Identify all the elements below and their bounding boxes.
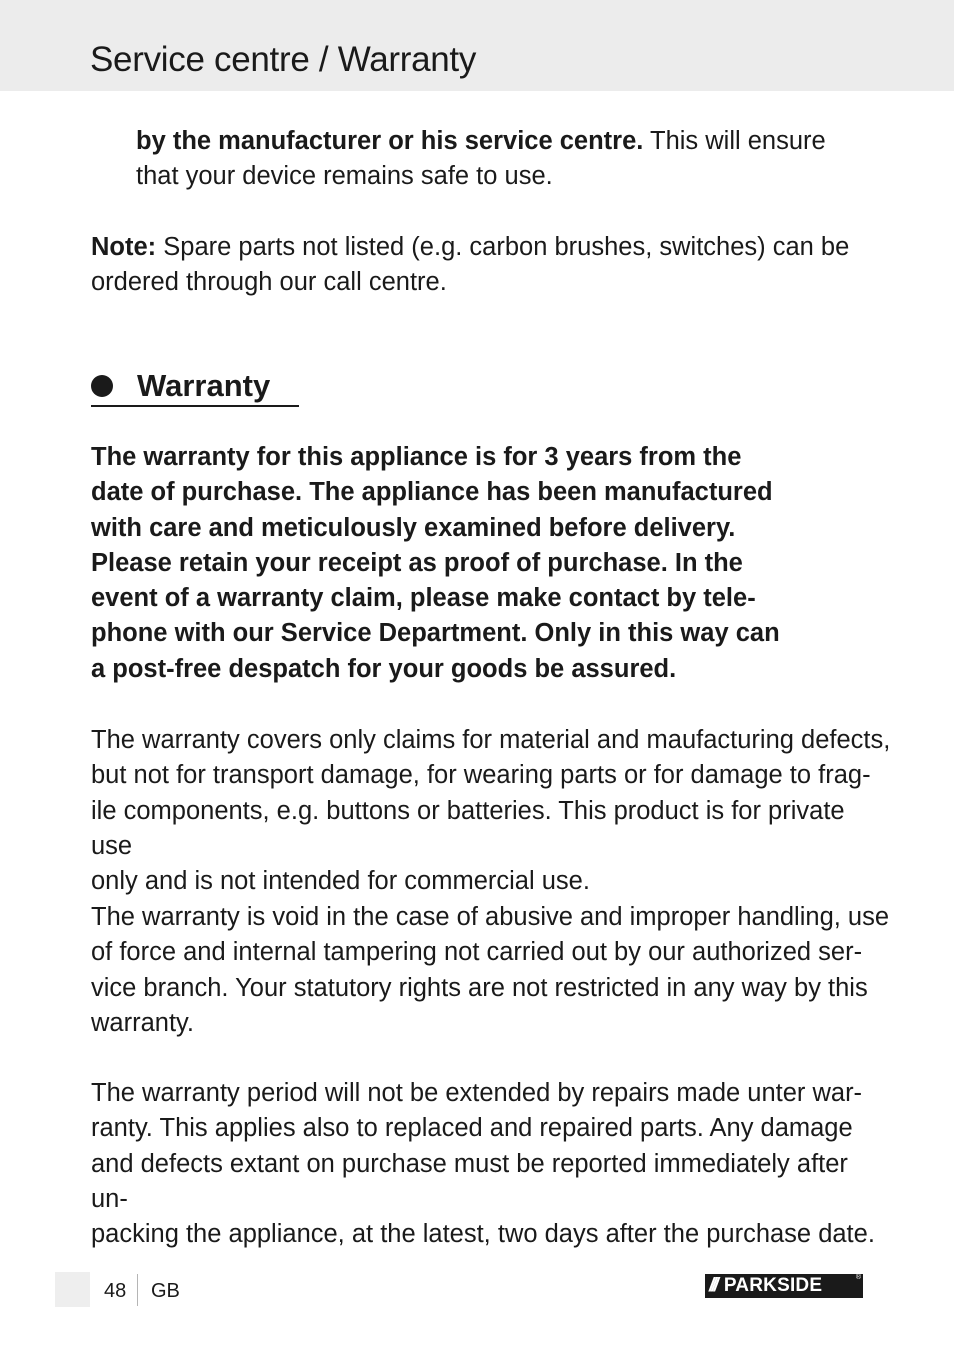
warranty-bold-paragraph: The warranty for this appliance is for 3 years from the date of purchase. The appliance has been manufactured with care and meticulously examined before delivery. Please retain your receipt as proof of purchase. In the event of a warranty claim, please make contact by tele- phone with our Service Department. Only in this way can a post-free despatch for your goods be assured. [91,443,780,683]
warranty-section-heading [91,364,270,408]
intro-paragraph [136,124,896,195]
warranty-coverage-paragraph: The warranty covers only claims for material and maufacturing defects, but not for transport damage, for wearing parts or for damage to frag- ile components, e.g. buttons or batteries. This product is for private use only and is not intended for commercial use. [91,726,891,896]
footer-divider [137,1274,138,1306]
note-paragraph [91,230,891,301]
note-label: Note: [91,233,157,261]
page-title: Service centre / Warranty [90,40,477,79]
warranty-period-paragraph: The warranty period will not be extended by repairs made unter war- ranty. This applies also to replaced and repaired parts. Any damage and defects extant on purchase must be reported immediately after un- packing the appliance, at the latest, two days after the purchase date. [91,1079,875,1249]
warranty-heading-text: Warranty [137,368,271,403]
intro-text: This will ensure that your device remains safe to use. [136,127,826,191]
footer-box [55,1272,90,1307]
intro-bold-text: by the manufacturer or his service centre. [136,127,644,155]
heading-underline [91,405,299,407]
warranty-void-paragraph: The warranty is void in the case of abusive and improper handling, use of force and internal tampering not carried out by our authorized ser- vice branch. Your statutory rights are not restricted in any way by this warranty. [91,903,890,1037]
bullet-icon [91,375,113,397]
logo-stripes: /// [709,1275,716,1296]
page-number: 48 [104,1280,127,1302]
language-code: GB [151,1280,180,1302]
logo-brand-name: PARKSIDE [723,1275,823,1296]
note-text: Spare parts not listed (e.g. carbon brushes, switches) can be ordered through our call centre. [91,233,850,297]
logo-registered-mark: ® [855,1274,861,1281]
parkside-logo [705,1274,863,1298]
